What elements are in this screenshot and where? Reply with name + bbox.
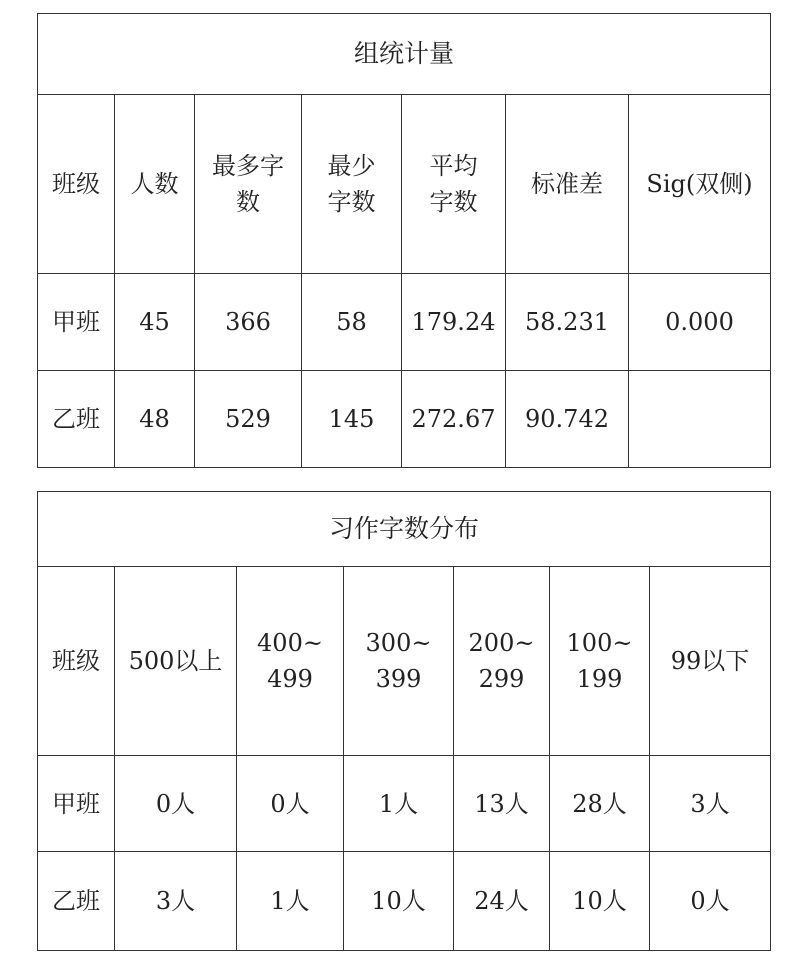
header-300-399 (344, 567, 454, 756)
word-count-distribution-table (37, 491, 771, 951)
cell-count: 45 (115, 274, 195, 371)
cell-max: 529 (195, 371, 302, 468)
header-class: 班级 (38, 567, 115, 756)
cell-sig: 0.000 (629, 274, 771, 371)
header-500-plus: 500以上 (115, 567, 237, 756)
table-row (38, 852, 771, 951)
cell-count: 48 (115, 371, 195, 468)
header-100-line2: 199 (576, 665, 623, 693)
cell-class: 甲班 (38, 756, 115, 852)
table-title: 组统计量 (38, 14, 771, 95)
cell-mean: 272.67 (402, 371, 506, 468)
header-std: 标准差 (506, 95, 629, 274)
table-row (38, 756, 771, 852)
header-300-line2: 399 (375, 665, 422, 693)
header-400-line2: 499 (267, 665, 313, 693)
group-statistics-table (37, 13, 771, 468)
cell-class: 乙班 (38, 852, 115, 951)
table-title: 习作字数分布 (38, 492, 771, 567)
cell-class: 甲班 (38, 274, 115, 371)
header-max-line1: 最多字 (212, 152, 284, 180)
table-row (38, 371, 771, 468)
cell-300-399: 10人 (344, 852, 454, 951)
cell-sig (629, 371, 771, 468)
header-mean-words (402, 95, 506, 274)
cell-100-199: 28人 (550, 756, 650, 852)
header-400-499 (237, 567, 344, 756)
header-mean-line1: 平均 (429, 152, 478, 180)
cell-max: 366 (195, 274, 302, 371)
cell-400-499: 1人 (237, 852, 344, 951)
header-300-line1: 300~ (365, 629, 432, 657)
header-99-below: 99以下 (650, 567, 771, 756)
cell-400-499: 0人 (237, 756, 344, 852)
cell-200-299: 13人 (454, 756, 550, 852)
header-sig: Sig(双侧) (629, 95, 771, 274)
header-row (38, 567, 771, 756)
header-min-words (302, 95, 402, 274)
header-mean-line2: 字数 (429, 188, 478, 216)
header-row (38, 95, 771, 274)
header-count: 人数 (115, 95, 195, 274)
table-row (38, 274, 771, 371)
cell-mean: 179.24 (402, 274, 506, 371)
header-max-words (195, 95, 302, 274)
cell-std: 90.742 (506, 371, 629, 468)
header-200-line2: 299 (478, 665, 525, 693)
cell-100-199: 10人 (550, 852, 650, 951)
header-max-line2: 数 (236, 188, 260, 216)
cell-300-399: 1人 (344, 756, 454, 852)
header-200-line1: 200~ (468, 629, 535, 657)
cell-std: 58.231 (506, 274, 629, 371)
header-min-line1: 最少 (327, 152, 376, 180)
header-100-199 (550, 567, 650, 756)
cell-200-299: 24人 (454, 852, 550, 951)
cell-99-below: 3人 (650, 756, 771, 852)
cell-500-plus: 0人 (115, 756, 237, 852)
header-100-line1: 100~ (566, 629, 633, 657)
header-class: 班级 (38, 95, 115, 274)
header-min-line2: 字数 (327, 188, 376, 216)
header-400-line1: 400~ (257, 629, 323, 657)
cell-99-below: 0人 (650, 852, 771, 951)
cell-min: 145 (302, 371, 402, 468)
cell-class: 乙班 (38, 371, 115, 468)
header-200-299 (454, 567, 550, 756)
cell-min: 58 (302, 274, 402, 371)
cell-500-plus: 3人 (115, 852, 237, 951)
